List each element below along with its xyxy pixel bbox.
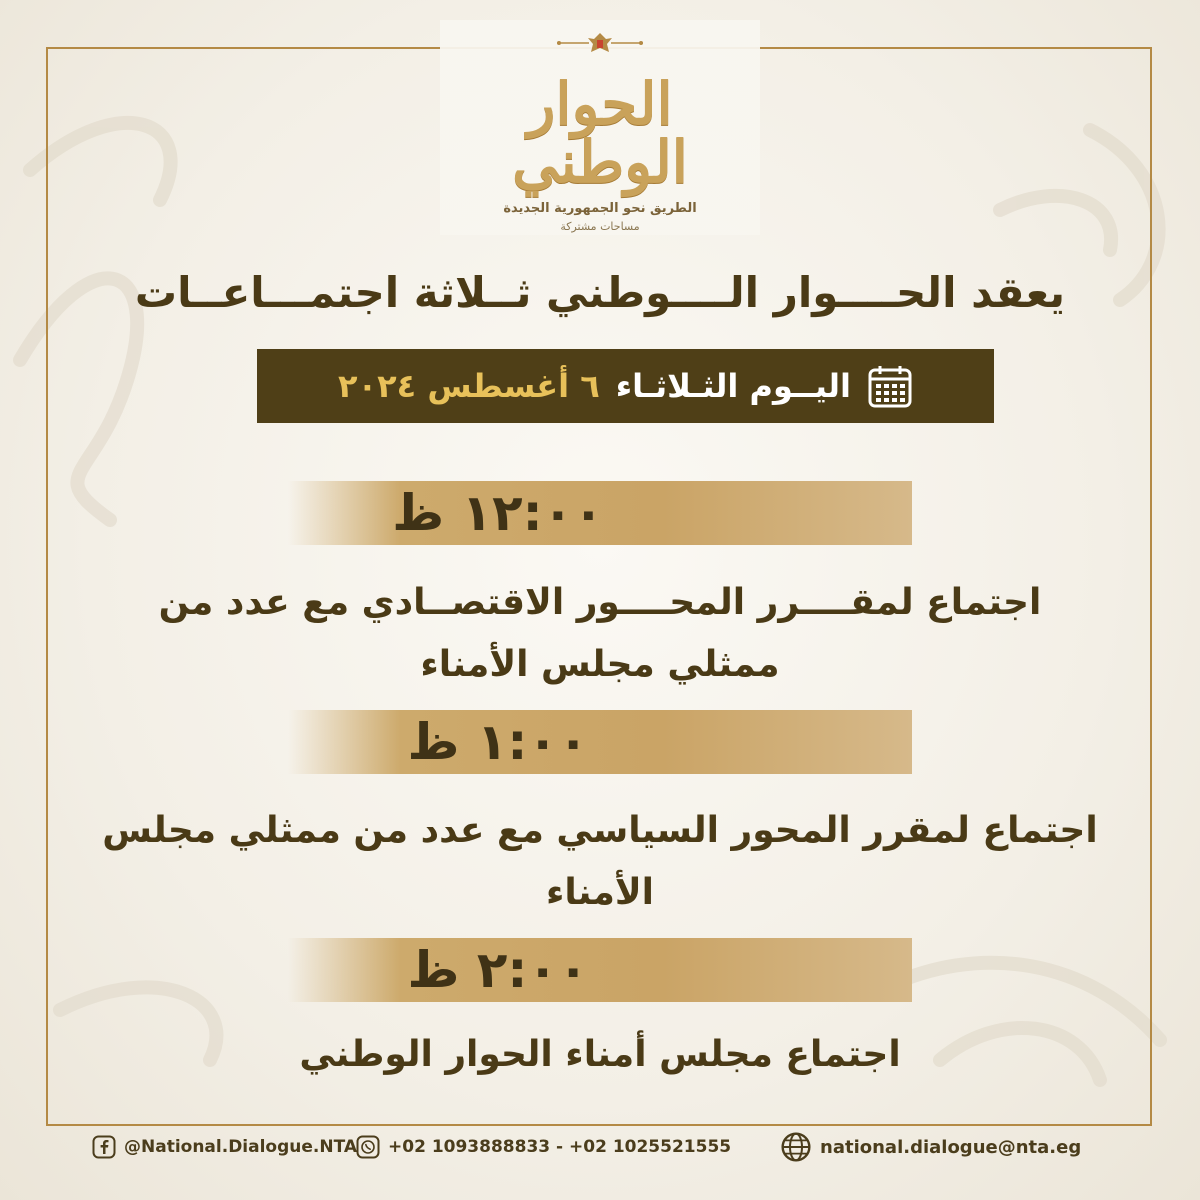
meeting-time: ١٢:٠٠ ظ: [392, 484, 604, 542]
meeting-description: اجتماع مجلس أمناء الحوار الوطني: [299, 1034, 901, 1075]
footer-facebook[interactable]: [92, 1130, 357, 1164]
date-day-label: اليــوم الثـلاثـاء: [615, 367, 851, 405]
meeting-description: اجتماع لمقرر المحور السياسي مع عدد من ممثلي مجلس الأمناء: [102, 810, 1098, 913]
headline: يعقد الحــــوار الــــوطني ثــلاثة اجتمـــاعــات: [134, 268, 1066, 317]
date-bar: [257, 349, 994, 423]
date-label: ٦ أغسطس ٢٠٢٤: [338, 367, 600, 405]
meeting-description: اجتماع لمقــــرر المحــــور الاقتصــادي مع عدد من ممثلي مجلس الأمناء: [158, 582, 1042, 685]
logo-tagline: الطريق نحو الجمهورية الجديدة: [503, 201, 697, 216]
meeting-time-band: [288, 938, 912, 1002]
meeting-time-band: [288, 710, 912, 774]
calendar-icon: [867, 363, 913, 409]
meeting-time: ٢:٠٠ ظ: [407, 941, 589, 999]
email-address: national.dialogue@nta.eg: [820, 1136, 1082, 1158]
meeting-time: ١:٠٠ ظ: [407, 713, 589, 771]
footer-phones[interactable]: [356, 1130, 731, 1164]
globe-icon: [780, 1131, 812, 1163]
egypt-eagle-emblem-icon: [555, 30, 645, 56]
phone-numbers: +02 1093888833 - +02 1025521555: [388, 1137, 732, 1157]
logo-title: الحوار الوطني: [512, 70, 688, 196]
facebook-icon: [92, 1135, 116, 1159]
footer-email[interactable]: [780, 1130, 1081, 1164]
whatsapp-icon: [356, 1135, 380, 1159]
meeting-time-band: [288, 481, 912, 545]
facebook-handle: @National.Dialogue.NTA: [124, 1137, 358, 1157]
logo-subtitle: مساحات مشتركة: [560, 220, 640, 233]
